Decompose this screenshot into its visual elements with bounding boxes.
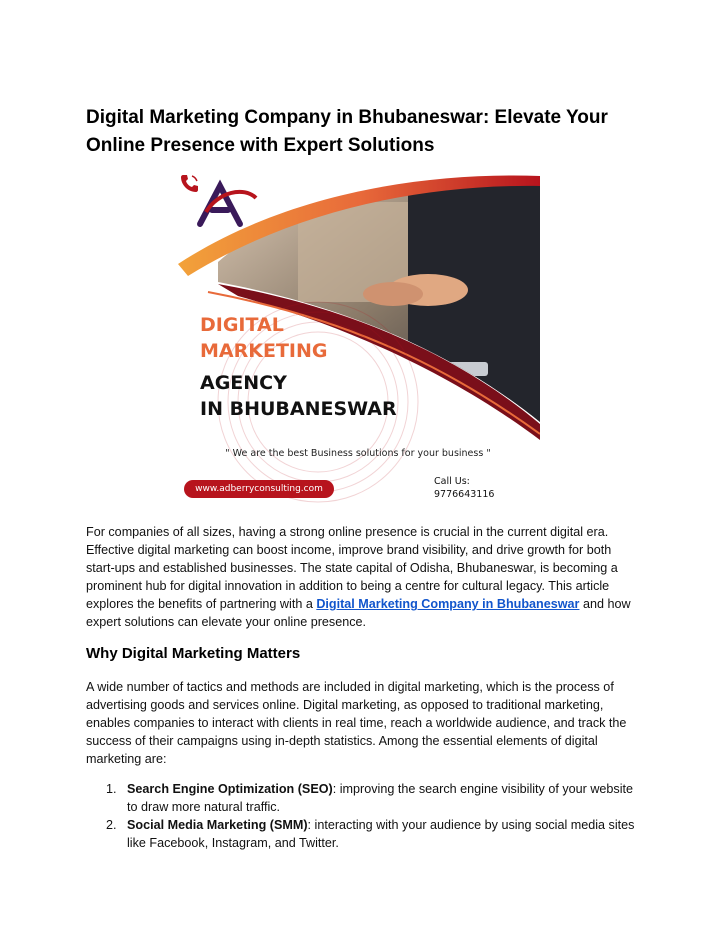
list-desc: : improving the search engine visibility of your website to draw more natural traffic. <box>127 782 634 814</box>
section-heading: Why Digital Marketing Matters <box>86 645 301 662</box>
list-term: Search Engine Optimization (SEO) <box>127 782 333 796</box>
page-title: Digital Marketing Company in Bhubaneswar: Elevate Your Online Presence with Expert Solutions <box>86 107 608 156</box>
banner-url: www.adberryconsulting.com <box>184 480 334 498</box>
intro-paragraph <box>86 523 638 631</box>
list-number: 2. <box>106 818 117 832</box>
banner-call <box>434 475 494 501</box>
banner-line-1: DIGITAL <box>200 314 284 336</box>
digital-marketing-link[interactable]: Digital Marketing Company in Bhubaneswar <box>316 597 580 611</box>
section-paragraph: A wide number of tactics and methods are included in digital marketing, which is the process of advertising goods and services online. Digital marketing, as opposed to traditional marketing, enables companies to interact with clients in real time, reach a worldwide audience, and track the success of their campaigns using in-depth statistics. Among the essential elements of digital marketing are: <box>86 680 627 766</box>
list-item <box>86 816 638 852</box>
intro-text-after: and how expert solutions can elevate your online presence. <box>86 597 631 629</box>
phone-icon <box>178 172 200 194</box>
list-number: 1. <box>106 782 117 796</box>
list-term: Social Media Marketing (SMM) <box>127 818 308 832</box>
call-label: Call Us: <box>434 476 470 487</box>
marketing-elements-list <box>86 780 638 852</box>
banner-line-2: MARKETING <box>200 340 328 362</box>
intro-text-before: For companies of all sizes, having a strong online presence is crucial in the current digital era. Effective digital marketing can boost income, improve brand visibility, and drive growth for both start-ups and established businesses. The state capital of Odisha, Bhubaneswar, is becoming a prominent hub for digital innovation in addition to being a centre for cultural legacy. This article explores the benefits of partnering with a <box>86 525 618 611</box>
list-item <box>86 780 638 816</box>
banner-tagline: " We are the best Business solutions for your business " <box>225 448 491 459</box>
banner-line-3: AGENCY <box>200 372 287 394</box>
banner-image <box>178 172 540 514</box>
phone-number: 9776643116 <box>434 489 495 500</box>
banner-line-4: IN BHUBANESWAR <box>200 398 397 420</box>
list-desc: : interacting with your audience by using social media sites like Facebook, Instagram, and Twitter. <box>127 818 635 850</box>
